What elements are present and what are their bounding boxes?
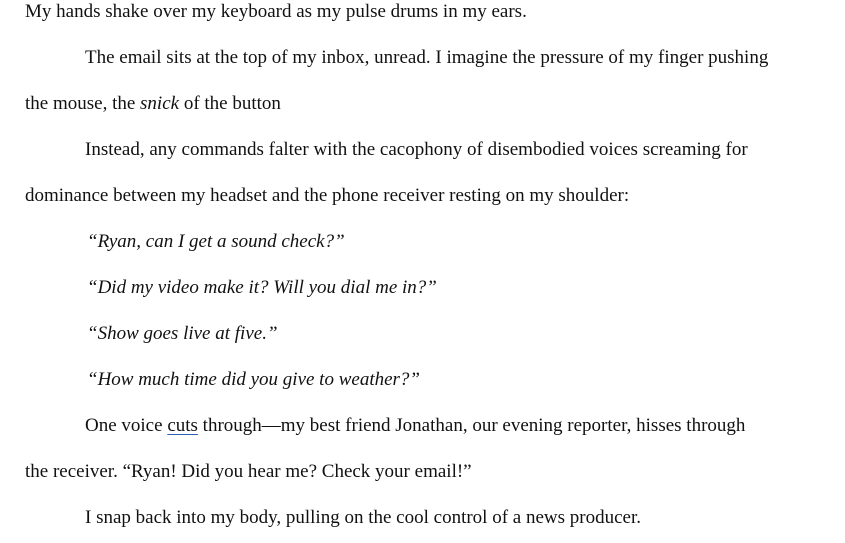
text-run: the mouse, the	[25, 93, 141, 114]
dialogue-quote	[87, 368, 420, 392]
italic-text-run: snick	[140, 93, 180, 114]
text-run: The email sits at the top of my inbox, unread. I imagine the pressure of my finger pushing	[85, 47, 769, 68]
text-run: dominance between my headset and the phone receiver resting on my shoulder:	[25, 185, 630, 206]
text-run: I snap back into my body, pulling on the cool control of a news producer.	[85, 507, 641, 528]
text-run: the receiver. “Ryan! Did you hear me? Check your email!”	[25, 461, 472, 482]
paragraph-line	[25, 92, 281, 116]
text-run: of the button	[179, 93, 281, 114]
text-run: through—my best friend Jonathan, our evening reporter, hisses through	[197, 415, 746, 436]
text-run: “Ryan, can I get a sound check?”	[87, 231, 345, 252]
grammar-flagged-word[interactable]: cuts	[167, 415, 198, 436]
text-run: Instead, any commands falter with the cacophony of disembodied voices screaming for	[85, 139, 748, 160]
text-run: “Show goes live at five.”	[87, 323, 278, 344]
text-run: “How much time did you give to weather?”	[87, 369, 420, 390]
paragraph-line	[25, 184, 629, 208]
text-run: My hands shake over my keyboard as my pulse drums in my ears.	[25, 1, 527, 22]
dialogue-quote	[87, 322, 278, 346]
paragraph-line	[25, 0, 527, 24]
paragraph-line	[85, 138, 748, 162]
text-run: “Did my video make it? Will you dial me in?”	[87, 277, 437, 298]
paragraph-line	[25, 460, 472, 484]
paragraph-line	[85, 414, 745, 438]
dialogue-quote	[87, 276, 437, 300]
dialogue-quote	[87, 230, 345, 254]
paragraph-line	[85, 506, 641, 530]
paragraph-line	[85, 46, 768, 70]
text-run: One voice	[85, 415, 168, 436]
